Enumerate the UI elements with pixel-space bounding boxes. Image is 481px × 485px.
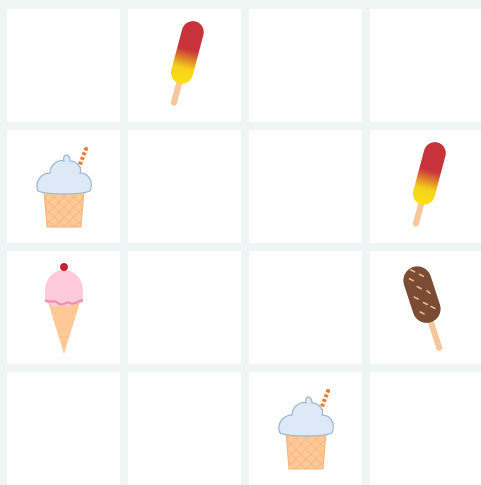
- board-cell-r3-c2[interactable]: [249, 372, 362, 485]
- board-cell-r2-c3[interactable]: [370, 251, 481, 364]
- board-cell-r0-c2[interactable]: [249, 9, 362, 122]
- board-cell-r3-c0[interactable]: [7, 372, 120, 485]
- chocolate-sprinkle-bar-icon: [370, 251, 481, 364]
- board-cell-r0-c0[interactable]: [7, 9, 120, 122]
- board-cell-r3-c3[interactable]: [370, 372, 481, 485]
- board-cell-r2-c2[interactable]: [249, 251, 362, 364]
- sundae-cone-with-straw-icon: [249, 372, 362, 485]
- board-cell-r0-c3[interactable]: [370, 9, 481, 122]
- board-cell-r3-c1[interactable]: [128, 372, 241, 485]
- board-cell-r2-c1[interactable]: [128, 251, 241, 364]
- board-cell-r1-c2[interactable]: [249, 130, 362, 243]
- pink-cone-with-cherry-icon: [7, 251, 120, 364]
- board-cell-r1-c3[interactable]: [370, 130, 481, 243]
- popsicle-red-yellow-icon: [128, 9, 241, 122]
- popsicle-red-yellow-icon: [370, 130, 481, 243]
- board-cell-r1-c0[interactable]: [7, 130, 120, 243]
- board-cell-r0-c1[interactable]: [128, 9, 241, 122]
- board-cell-r1-c1[interactable]: [128, 130, 241, 243]
- board-cell-r2-c0[interactable]: [7, 251, 120, 364]
- sundae-cone-with-straw-icon: [7, 130, 120, 243]
